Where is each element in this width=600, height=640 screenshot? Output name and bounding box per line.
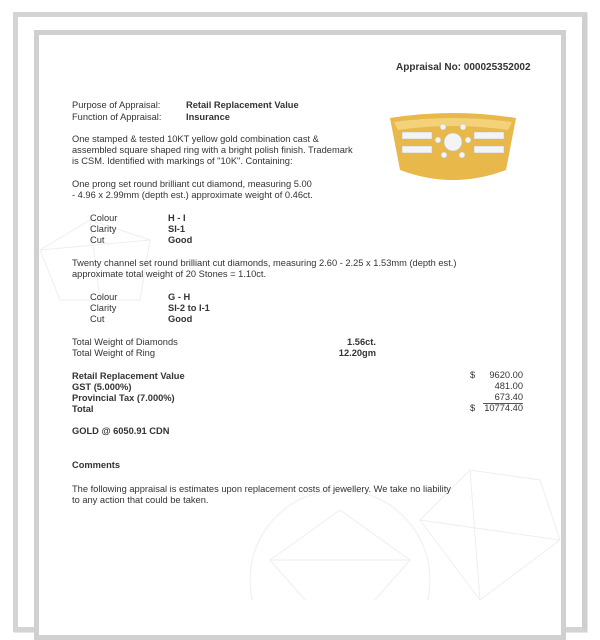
comments-title: Comments <box>72 460 121 470</box>
description-line: One stamped & tested 10KT yellow gold combination cast & <box>72 134 319 144</box>
ring-image <box>388 110 518 190</box>
value-amount: 673.40 <box>494 392 523 402</box>
purpose-label: Purpose of Appraisal: <box>72 100 161 110</box>
weight-value: 12.20gm <box>338 348 376 358</box>
description-line: assembled square shaped ring with a bright polish finish. Trademark <box>72 145 353 155</box>
description-line: is CSM. Identified with markings of "10K". Containing: <box>72 156 293 166</box>
spec-label: Clarity <box>90 224 117 234</box>
gold-price: GOLD @ 6050.91 CDN <box>72 426 170 436</box>
spec-value: Good <box>168 235 193 245</box>
value-amount: 9620.00 <box>489 370 523 380</box>
value-label: Total <box>72 404 94 414</box>
spec-label: Cut <box>90 235 105 245</box>
weight-label: Total Weight of Ring <box>72 348 156 358</box>
value-label: Provincial Tax (7.000%) <box>72 393 175 403</box>
stone1-line: - 4.96 x 2.99mm (depth est.) approximate weight of 0.46ct. <box>72 190 313 200</box>
stone2-line: Twenty channel set round brilliant cut diamonds, measuring 2.60 - 2.25 x 1.53mm (depth est.) <box>72 258 457 268</box>
currency: $ <box>470 370 476 380</box>
weight-label: Total Weight of Diamonds <box>72 337 178 347</box>
weight-value: 1.56ct. <box>347 337 376 347</box>
currency: $ <box>470 403 476 413</box>
spec-value: Good <box>168 314 193 324</box>
spec-label: Colour <box>90 213 118 223</box>
spec-label: Colour <box>90 292 118 302</box>
spec-value: SI-2 to I-1 <box>168 303 210 313</box>
comments-line: to any action that could be taken. <box>72 495 209 505</box>
spec-label: Cut <box>90 314 105 324</box>
appraisal-number: Appraisal No: 000025352002 <box>396 62 531 73</box>
spec-label: Clarity <box>90 303 117 313</box>
spec-value: G - H <box>168 292 191 302</box>
stone2-line: approximate total weight of 20 Stones = 1.10ct. <box>72 269 267 279</box>
comments-line: The following appraisal is estimates upon replacement costs of jewellery. We take no liability <box>72 484 451 494</box>
stone1-line: One prong set round brilliant cut diamond, measuring 5.00 <box>72 179 312 189</box>
spec-value: SI-1 <box>168 224 186 234</box>
value-amount: 481.00 <box>494 381 523 391</box>
value-label: GST (5.000%) <box>72 382 132 392</box>
function-label: Function of Appraisal: <box>72 112 162 122</box>
total-amount: 10774.40 <box>484 403 523 413</box>
function-value: Insurance <box>186 112 230 122</box>
purpose-value: Retail Replacement Value <box>186 100 299 110</box>
spec-value: H - I <box>168 213 186 223</box>
value-label: Retail Replacement Value <box>72 371 185 381</box>
